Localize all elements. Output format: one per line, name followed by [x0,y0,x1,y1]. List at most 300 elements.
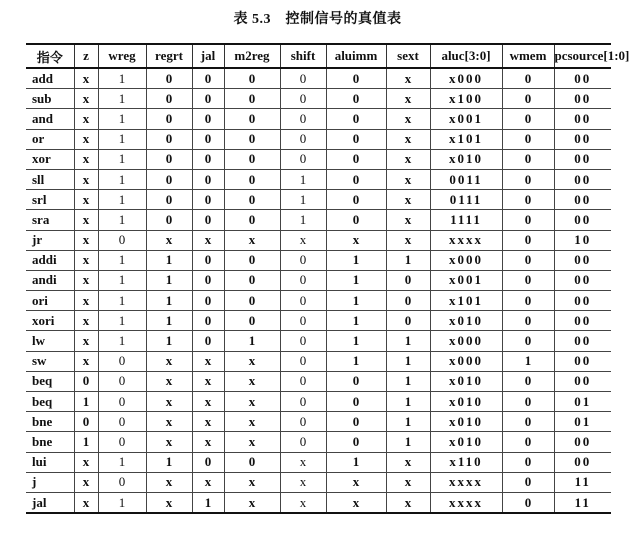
cell-wmem: 0 [502,371,554,391]
cell-wreg: 0 [98,392,146,412]
cell-shift: 0 [280,149,326,169]
cell-pcsource: 00 [554,452,611,472]
cell-regrt: 0 [146,210,192,230]
cell-shift: x [280,230,326,250]
cell-z: x [74,291,98,311]
cell-instruction: srl [26,190,74,210]
cell-shift: 0 [280,89,326,109]
header-aluc: aluc[3:0] [430,44,502,68]
cell-shift: 0 [280,392,326,412]
cell-m2reg: x [224,230,280,250]
cell-pcsource: 00 [554,351,611,371]
cell-pcsource: 11 [554,472,611,492]
cell-jal: 0 [192,291,224,311]
cell-aluimm: 1 [326,331,386,351]
cell-shift: 1 [280,169,326,189]
cell-pcsource: 00 [554,432,611,452]
cell-m2reg: 0 [224,190,280,210]
cell-sext: 0 [386,270,430,290]
cell-wreg: 1 [98,210,146,230]
cell-m2reg: 0 [224,210,280,230]
cell-m2reg: 0 [224,291,280,311]
cell-z: x [74,472,98,492]
cell-jal: 0 [192,149,224,169]
cell-z: x [74,109,98,129]
cell-aluc: x000 [430,331,502,351]
table-caption: 表 5.3 控制信号的真值表 [233,12,402,27]
cell-pcsource: 00 [554,109,611,129]
cell-aluimm: 1 [326,270,386,290]
cell-shift: 0 [280,129,326,149]
cell-instruction: sra [26,210,74,230]
header-z: z [74,44,98,68]
cell-m2reg: 0 [224,270,280,290]
cell-instruction: j [26,472,74,492]
cell-regrt: 1 [146,311,192,331]
cell-shift: 0 [280,371,326,391]
cell-shift: 0 [280,291,326,311]
cell-z: x [74,351,98,371]
cell-m2reg: x [224,392,280,412]
cell-aluimm: 0 [326,392,386,412]
cell-wreg: 1 [98,129,146,149]
cell-instruction: bne [26,432,74,452]
cell-sext: x [386,89,430,109]
cell-wreg: 1 [98,190,146,210]
table-row [26,472,611,492]
cell-jal: 0 [192,129,224,149]
cell-pcsource: 01 [554,392,611,412]
cell-z: 1 [74,432,98,452]
cell-m2reg: x [224,351,280,371]
cell-wreg: 0 [98,432,146,452]
cell-wmem: 0 [502,109,554,129]
cell-sext: x [386,472,430,492]
cell-aluc: x101 [430,291,502,311]
cell-shift: x [280,452,326,472]
cell-sext: x [386,169,430,189]
cell-aluimm: x [326,472,386,492]
cell-wmem: 0 [502,169,554,189]
cell-aluimm: x [326,492,386,513]
cell-instruction: ori [26,291,74,311]
cell-instruction: or [26,129,74,149]
cell-regrt: 0 [146,68,192,89]
cell-aluc: x000 [430,250,502,270]
cell-regrt: x [146,472,192,492]
table-row [26,68,611,89]
cell-z: x [74,331,98,351]
cell-z: x [74,89,98,109]
table-row [26,412,611,432]
cell-wmem: 0 [502,331,554,351]
cell-m2reg: 0 [224,250,280,270]
cell-m2reg: 0 [224,129,280,149]
cell-z: 1 [74,392,98,412]
cell-shift: 0 [280,331,326,351]
cell-wmem: 0 [502,492,554,513]
cell-sext: 1 [386,331,430,351]
cell-shift: 0 [280,109,326,129]
cell-pcsource: 00 [554,89,611,109]
cell-jal: x [192,472,224,492]
cell-m2reg: 0 [224,169,280,189]
header-wreg: wreg [98,44,146,68]
cell-aluimm: 0 [326,210,386,230]
table-row [26,371,611,391]
table-body [26,68,611,513]
cell-aluimm: 0 [326,412,386,432]
cell-m2reg: x [224,412,280,432]
cell-wreg: 0 [98,371,146,391]
cell-wmem: 1 [502,351,554,371]
cell-pcsource: 10 [554,230,611,250]
cell-wreg: 1 [98,270,146,290]
cell-m2reg: x [224,432,280,452]
cell-instruction: beq [26,371,74,391]
cell-shift: 0 [280,68,326,89]
cell-regrt: x [146,230,192,250]
table-row [26,392,611,412]
cell-wreg: 1 [98,492,146,513]
cell-instruction: sw [26,351,74,371]
table-row [26,291,611,311]
table-row [26,190,611,210]
cell-wmem: 0 [502,190,554,210]
cell-z: x [74,169,98,189]
cell-aluimm: 1 [326,311,386,331]
cell-aluimm: 1 [326,452,386,472]
cell-wmem: 0 [502,392,554,412]
cell-shift: 1 [280,210,326,230]
cell-aluc: x000 [430,351,502,371]
table-row [26,210,611,230]
table-row [26,109,611,129]
cell-wreg: 0 [98,230,146,250]
cell-instruction: addi [26,250,74,270]
table-row [26,129,611,149]
cell-shift: 0 [280,270,326,290]
cell-wreg: 1 [98,331,146,351]
cell-pcsource: 00 [554,250,611,270]
cell-pcsource: 00 [554,149,611,169]
cell-instruction: jr [26,230,74,250]
cell-z: 0 [74,412,98,432]
cell-sext: x [386,68,430,89]
cell-wreg: 1 [98,68,146,89]
cell-m2reg: x [224,472,280,492]
cell-sext: x [386,190,430,210]
cell-sext: x [386,149,430,169]
cell-pcsource: 11 [554,492,611,513]
cell-aluimm: 1 [326,291,386,311]
cell-regrt: 1 [146,291,192,311]
cell-jal: 0 [192,109,224,129]
cell-sext: 0 [386,291,430,311]
cell-wreg: 1 [98,89,146,109]
cell-jal: 0 [192,210,224,230]
cell-pcsource: 00 [554,129,611,149]
cell-aluimm: 0 [326,169,386,189]
header-instruction: 指令 [26,44,74,68]
cell-wreg: 1 [98,311,146,331]
cell-regrt: 1 [146,270,192,290]
cell-wmem: 0 [502,270,554,290]
table-row [26,432,611,452]
table-row [26,331,611,351]
cell-sext: 1 [386,250,430,270]
cell-aluc: x110 [430,452,502,472]
cell-wreg: 1 [98,109,146,129]
cell-regrt: x [146,432,192,452]
cell-wmem: 0 [502,230,554,250]
table-row [26,270,611,290]
cell-regrt: 0 [146,190,192,210]
header-shift: shift [280,44,326,68]
cell-sext: 1 [386,412,430,432]
table-row [26,149,611,169]
cell-pcsource: 00 [554,210,611,230]
cell-sext: 1 [386,432,430,452]
cell-wmem: 0 [502,68,554,89]
cell-instruction: and [26,109,74,129]
cell-aluc: x101 [430,129,502,149]
cell-aluc: xxxx [430,472,502,492]
cell-instruction: andi [26,270,74,290]
cell-sext: 0 [386,311,430,331]
cell-regrt: x [146,412,192,432]
table-header-row [26,44,611,68]
cell-wreg: 1 [98,149,146,169]
cell-pcsource: 01 [554,412,611,432]
cell-wreg: 1 [98,452,146,472]
header-regrt: regrt [146,44,192,68]
cell-jal: 0 [192,190,224,210]
cell-z: x [74,311,98,331]
cell-wmem: 0 [502,311,554,331]
cell-aluc: xxxx [430,230,502,250]
cell-aluc: x010 [430,412,502,432]
cell-aluimm: 0 [326,109,386,129]
header-jal: jal [192,44,224,68]
cell-wreg: 0 [98,472,146,492]
cell-jal: x [192,432,224,452]
header-aluimm: aluimm [326,44,386,68]
truth-table-container [26,43,630,514]
cell-wmem: 0 [502,210,554,230]
table-row [26,452,611,472]
cell-z: 0 [74,371,98,391]
cell-regrt: x [146,351,192,371]
cell-jal: 0 [192,169,224,189]
cell-wreg: 1 [98,250,146,270]
cell-jal: 0 [192,68,224,89]
cell-sext: 1 [386,392,430,412]
cell-wmem: 0 [502,452,554,472]
cell-wmem: 0 [502,250,554,270]
cell-z: x [74,492,98,513]
cell-regrt: 1 [146,452,192,472]
cell-aluimm: x [326,230,386,250]
cell-pcsource: 00 [554,270,611,290]
cell-m2reg: 0 [224,149,280,169]
cell-aluc: x010 [430,149,502,169]
cell-z: x [74,250,98,270]
cell-regrt: x [146,392,192,412]
cell-shift: x [280,492,326,513]
cell-z: x [74,68,98,89]
cell-regrt: x [146,371,192,391]
cell-aluc: x010 [430,371,502,391]
table-row [26,351,611,371]
cell-wmem: 0 [502,432,554,452]
cell-sext: x [386,452,430,472]
cell-aluc: x010 [430,392,502,412]
cell-regrt: 0 [146,109,192,129]
cell-jal: 0 [192,452,224,472]
header-m2reg: m2reg [224,44,280,68]
cell-aluc: 1111 [430,210,502,230]
cell-z: x [74,270,98,290]
table-row [26,250,611,270]
table-row [26,89,611,109]
cell-jal: 0 [192,311,224,331]
cell-wreg: 1 [98,169,146,189]
cell-aluc: xxxx [430,492,502,513]
cell-m2reg: x [224,371,280,391]
cell-m2reg: 0 [224,68,280,89]
cell-regrt: 0 [146,129,192,149]
cell-pcsource: 00 [554,331,611,351]
cell-shift: 1 [280,190,326,210]
cell-shift: 0 [280,311,326,331]
cell-wmem: 0 [502,149,554,169]
cell-regrt: x [146,492,192,513]
cell-instruction: bne [26,412,74,432]
cell-aluimm: 0 [326,371,386,391]
cell-instruction: sub [26,89,74,109]
cell-wmem: 0 [502,291,554,311]
cell-regrt: 1 [146,250,192,270]
cell-m2reg: 0 [224,452,280,472]
cell-sext: 1 [386,371,430,391]
cell-wmem: 0 [502,129,554,149]
cell-pcsource: 00 [554,291,611,311]
cell-m2reg: 0 [224,89,280,109]
table-row [26,311,611,331]
cell-aluimm: 0 [326,190,386,210]
cell-z: x [74,452,98,472]
cell-wreg: 0 [98,351,146,371]
cell-aluimm: 0 [326,432,386,452]
control-signal-truth-table [26,43,630,514]
cell-aluimm: 0 [326,89,386,109]
cell-instruction: add [26,68,74,89]
cell-instruction: xor [26,149,74,169]
cell-jal: x [192,351,224,371]
cell-wmem: 0 [502,472,554,492]
cell-wmem: 0 [502,412,554,432]
cell-m2reg: x [224,492,280,513]
cell-z: x [74,149,98,169]
cell-aluimm: 0 [326,68,386,89]
cell-jal: 0 [192,270,224,290]
cell-sext: x [386,210,430,230]
cell-instruction: sll [26,169,74,189]
cell-wmem: 0 [502,89,554,109]
cell-aluc: x000 [430,68,502,89]
cell-pcsource: 00 [554,311,611,331]
cell-aluc: x100 [430,89,502,109]
cell-shift: 0 [280,412,326,432]
cell-shift: 0 [280,432,326,452]
cell-wreg: 0 [98,412,146,432]
cell-aluimm: 1 [326,250,386,270]
cell-aluc: 0011 [430,169,502,189]
cell-jal: 0 [192,250,224,270]
cell-instruction: jal [26,492,74,513]
cell-sext: x [386,129,430,149]
cell-shift: 0 [280,351,326,371]
cell-z: x [74,129,98,149]
cell-instruction: xori [26,311,74,331]
header-sext: sext [386,44,430,68]
cell-shift: x [280,472,326,492]
cell-instruction: lw [26,331,74,351]
cell-sext: 1 [386,351,430,371]
table-row [26,230,611,250]
cell-aluimm: 0 [326,149,386,169]
cell-pcsource: 00 [554,190,611,210]
cell-aluc: x010 [430,311,502,331]
cell-regrt: 1 [146,331,192,351]
cell-sext: x [386,492,430,513]
cell-pcsource: 00 [554,169,611,189]
cell-z: x [74,230,98,250]
cell-aluimm: 1 [326,351,386,371]
cell-pcsource: 00 [554,371,611,391]
cell-regrt: 0 [146,89,192,109]
cell-z: x [74,210,98,230]
cell-regrt: 0 [146,169,192,189]
cell-jal: x [192,392,224,412]
cell-m2reg: 1 [224,331,280,351]
cell-wreg: 1 [98,291,146,311]
cell-shift: 0 [280,250,326,270]
cell-sext: x [386,109,430,129]
cell-jal: 0 [192,89,224,109]
cell-z: x [74,190,98,210]
cell-aluimm: 0 [326,129,386,149]
cell-aluc: x001 [430,270,502,290]
table-row [26,169,611,189]
cell-m2reg: 0 [224,311,280,331]
header-wmem: wmem [502,44,554,68]
cell-jal: x [192,412,224,432]
cell-jal: x [192,371,224,391]
cell-sext: x [386,230,430,250]
cell-instruction: lui [26,452,74,472]
cell-jal: 0 [192,331,224,351]
cell-jal: x [192,230,224,250]
cell-pcsource: 00 [554,68,611,89]
cell-aluc: x010 [430,432,502,452]
cell-m2reg: 0 [224,109,280,129]
cell-regrt: 0 [146,149,192,169]
cell-aluc: x001 [430,109,502,129]
cell-instruction: beq [26,392,74,412]
cell-jal: 1 [192,492,224,513]
